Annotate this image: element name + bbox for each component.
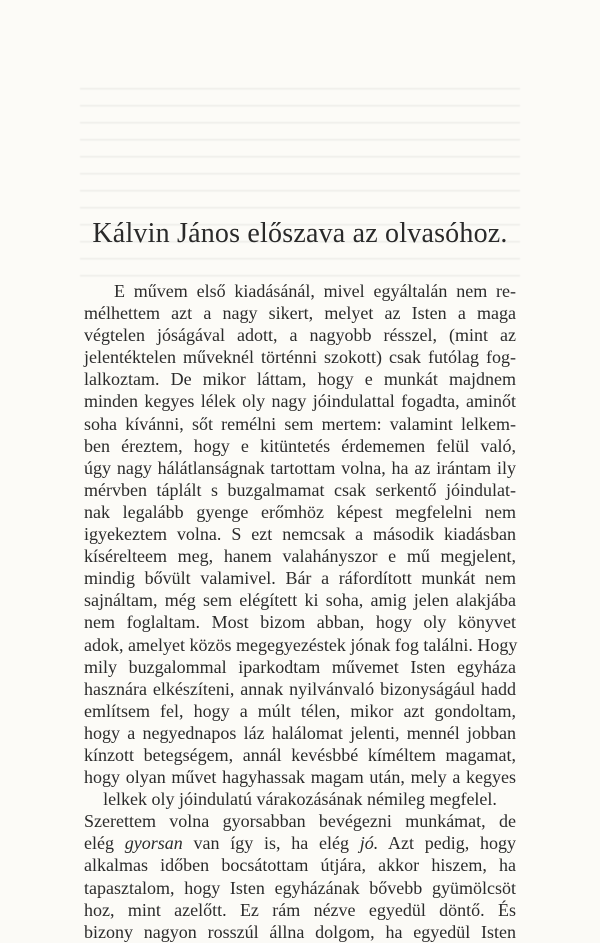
text-line: sajnáltam, még sem elégített ki soha, amig jelen alakjába [84,590,516,611]
text-line: E művem első kiadásánál, mivel egyáltalán nem re- [114,281,516,301]
text-line: tapasztalom, hogy Isten egyházának bővebb gyümölcsöt [84,877,516,898]
text-line: hasznára elkészíteni, annak nyilvánvaló bizonyságául hadd [84,678,516,699]
text-line: lalkoztam. De mikor láttam, hogy e munkát majdnem [84,369,516,390]
text-line: lelkek oly jóindulatú várakozásának némileg megfelel. [103,789,497,810]
italic-run: jó. [359,833,379,854]
text-line [84,832,516,854]
text-run: van így is, ha elég [182,833,360,854]
text-line: alkalmas időben bocsátottam útjára, akkor hiszem, ha [84,855,516,876]
text-line: Szerettem volna gyorsabban bevégezni munkámat, de [84,811,516,832]
text-run: elég [84,833,125,854]
text-line: ben éreztem, hogy e kitüntetés érdememen felül való, [84,435,516,456]
text-line: említsem fel, hogy a múlt télen, mikor azt gondoltam, [84,700,516,721]
text-line: bizony nagyon rosszúl állna dolgom, ha egyedül Isten [84,921,516,942]
text-line: mily buzgalommal iparkodtam művemet Isten egyháza [84,656,516,677]
text-line: nem foglaltam. Most bizom abban, hogy oly könyvet [84,612,516,633]
italic-run: gyorsan [124,833,183,854]
text-line: adok, amelyet közös megegyezéstek jónak fog találni. Hogy [84,634,518,655]
text-line: jelentéktelen műveknél történni szokott) csak futólag fog- [84,347,516,368]
text-line: kísérelteem meg, hanem valahányszor e mű megjelent, [84,546,516,567]
text-line: végtelen jóságával adott, a nagyobb résszel, (mint az [84,325,516,346]
page-title: Kálvin János előszava az olvasóhoz. [92,218,508,249]
text-line: úgy nagy hálátlanságnak tartottam volna, ha az irántam ily [84,457,516,478]
text-line: nak legalább gyenge erőmhöz képest megfelelni nem [84,501,516,522]
text-line: mérvben táplált s buzgalmamat csak serkentő jóindulat- [84,479,516,500]
text-line: mélhettem azt a nagy sikert, melyet az Isten a maga [84,303,516,324]
text-line: igyekeztem volna. S ezt nemcsak a második kiadásban [84,524,516,545]
text-line: hoz, mint azelőtt. Ez rám nézve egyedül döntő. És [84,899,516,920]
body-text [84,280,516,943]
text-line: hogy a negyednapos láz halálomat jelenti, mennél jobban [84,722,516,743]
text-line: minden kegyes lélek oly nagy jóindulattal fogadta, aminőt [84,391,516,412]
text-line: soha kívánni, sőt remélni sem mertem: valamint lelkem- [84,413,516,434]
text-line: mindig bővült valamivel. Bár a ráfordított munkát nem [84,568,516,589]
text-line: kínzott betegségem, annál kevésbbé kíméltem magamat, [84,744,516,765]
text-line: hogy olyan művet hagyhassak magam után, mely a kegyes [84,767,516,788]
text-run: Azt pedig, hogy [378,833,516,854]
